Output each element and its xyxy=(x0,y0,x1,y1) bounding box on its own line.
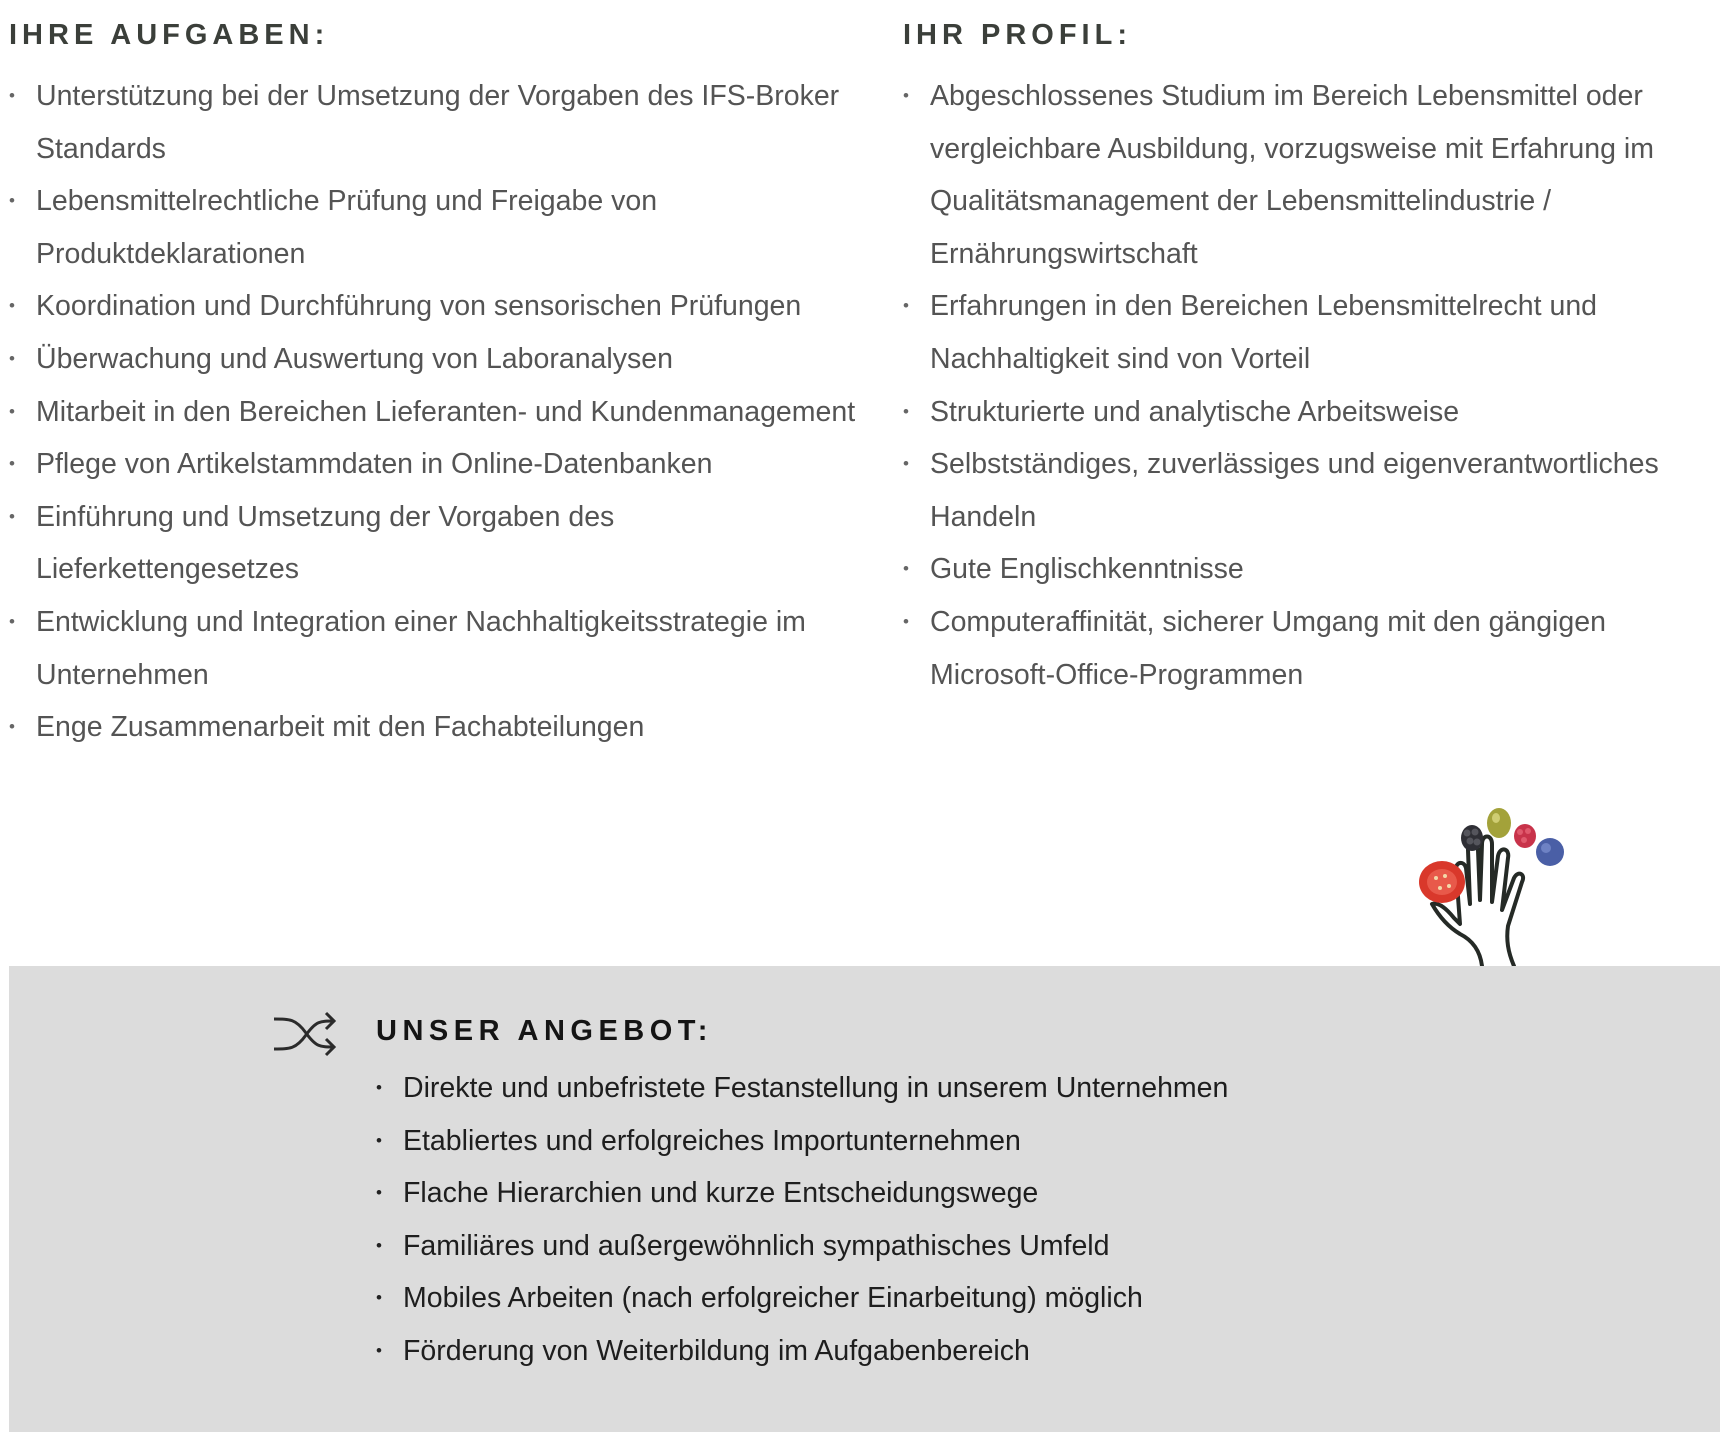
list-item: • Förderung von Weiterbildung im Aufgabenbereich xyxy=(376,1325,1526,1378)
offer-list xyxy=(376,1062,1526,1378)
list-item: • Enge Zusammenarbeit mit den Fachabteilungen xyxy=(9,701,869,754)
hand-with-fruits-icon xyxy=(1410,800,1570,966)
profile-list xyxy=(903,70,1718,701)
list-item: • Strukturierte und analytische Arbeitsweise xyxy=(903,386,1718,439)
list-item: • Entwicklung und Integration einer Nachhaltigkeitsstrategie im Unternehmen xyxy=(9,596,869,701)
list-item: • Überwachung und Auswertung von Laboranalysen xyxy=(9,333,869,386)
list-item: • Gute Englischkenntnisse xyxy=(903,543,1718,596)
list-item: • Direkte und unbefristete Festanstellung in unserem Unternehmen xyxy=(376,1062,1526,1115)
tasks-section xyxy=(9,0,869,754)
profile-section xyxy=(903,0,1718,701)
list-item: • Abgeschlossenes Studium im Bereich Lebensmittel oder vergleichbare Ausbildung, vorzugsweise mit Erfahrung im Qualitätsmanagement der Lebensmittelindustrie / Ernährungswirtschaft xyxy=(903,70,1718,280)
list-item: • Computeraffinität, sicherer Umgang mit den gängigen Microsoft-Office-Programmen xyxy=(903,596,1718,701)
profile-heading: IHR PROFIL: xyxy=(903,19,1132,51)
list-item: • Unterstützung bei der Umsetzung der Vorgaben des IFS-Broker Standards xyxy=(9,70,869,175)
list-item: • Selbstständiges, zuverlässiges und eigenverantwortliches Handeln xyxy=(903,438,1718,543)
list-item: • Erfahrungen in den Bereichen Lebensmittelrecht und Nachhaltigkeit sind von Vorteil xyxy=(903,280,1718,385)
list-item: • Lebensmittelrechtliche Prüfung und Freigabe von Produktdeklarationen xyxy=(9,175,869,280)
shuffle-icon xyxy=(272,1005,338,1063)
list-item: • Etabliertes und erfolgreiches Importunternehmen xyxy=(376,1115,1526,1168)
offer-section xyxy=(9,966,1720,1432)
list-item: • Familiäres und außergewöhnlich sympathisches Umfeld xyxy=(376,1220,1526,1273)
offer-heading: UNSER ANGEBOT: xyxy=(376,1015,713,1047)
list-item: • Einführung und Umsetzung der Vorgaben des Lieferkettengesetzes xyxy=(9,491,869,596)
tasks-heading: IHRE AUFGABEN: xyxy=(9,19,330,51)
list-item: • Koordination und Durchführung von sensorischen Prüfungen xyxy=(9,280,869,333)
tasks-list xyxy=(9,70,869,754)
list-item: • Mobiles Arbeiten (nach erfolgreicher Einarbeitung) möglich xyxy=(376,1272,1526,1325)
list-item: • Pflege von Artikelstammdaten in Online-Datenbanken xyxy=(9,438,869,491)
list-item: • Flache Hierarchien und kurze Entscheidungswege xyxy=(376,1167,1526,1220)
list-item: • Mitarbeit in den Bereichen Lieferanten- und Kundenmanagement xyxy=(9,386,869,439)
